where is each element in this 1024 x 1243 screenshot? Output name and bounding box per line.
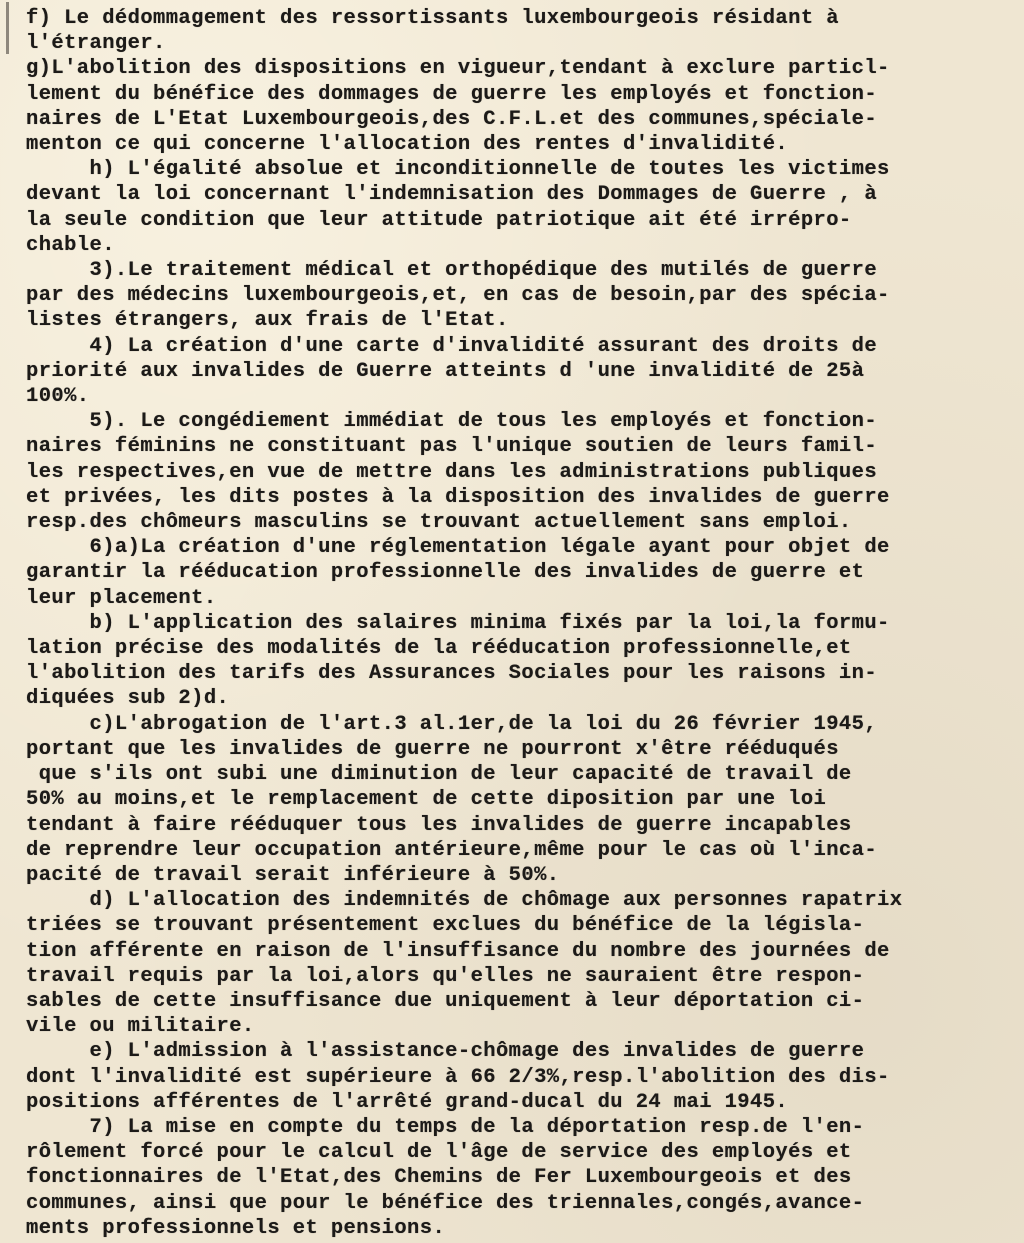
text-line: l'étranger. <box>26 32 166 56</box>
text-line: h) L'égalité absolue et inconditionnelle de toutes les victimes <box>26 158 890 182</box>
text-line: les respectives,en vue de mettre dans les administrations publiques <box>26 460 878 484</box>
text-line: e) L'admission à l'assistance-chômage des invalides de guerre <box>26 1040 865 1064</box>
text-line: tion afférente en raison de l'insuffisance du nombre des journées de <box>26 939 890 963</box>
text-line: 100%. <box>26 385 90 409</box>
text-line: g)L'abolition des dispositions en vigueur,tendant à exclure particl- <box>26 57 890 81</box>
text-line: rôlement forcé pour le calcul de l'âge de service des employés et <box>26 1141 852 1165</box>
text-line: lement du bénéfice des dommages de guerre les employés et fonction- <box>26 82 878 106</box>
text-line: dont l'invalidité est supérieure à 66 2/3%,resp.l'abolition des dis- <box>26 1065 890 1089</box>
text-line: naires de L'Etat Luxembourgeois,des C.F.L.et des communes,spéciale- <box>26 107 878 131</box>
text-line: 5). Le congédiement immédiat de tous les employés et fonction- <box>26 410 878 434</box>
text-line: resp.des chômeurs masculins se trouvant actuellement sans emploi. <box>26 511 852 535</box>
text-line: diquées sub 2)d. <box>26 687 230 711</box>
text-line: vile ou militaire. <box>26 1015 255 1039</box>
text-line: l'abolition des tarifs des Assurances Sociales pour les raisons in- <box>26 662 878 686</box>
text-line: ments professionnels et pensions. <box>26 1216 446 1240</box>
text-line: b) L'application des salaires minima fixés par la loi,la formu- <box>26 611 890 635</box>
text-line: c)L'abrogation de l'art.3 al.1er,de la loi du 26 février 1945, <box>26 712 878 736</box>
text-line: naires féminins ne constituant pas l'unique soutien de leurs famil- <box>26 435 878 459</box>
text-line: listes étrangers, aux frais de l'Etat. <box>26 309 509 333</box>
text-line: garantir la rééducation professionnelle des invalides de guerre et <box>26 561 865 585</box>
text-line: 7) La mise en compte du temps de la déportation resp.de l'en- <box>26 1115 865 1139</box>
text-line: communes, ainsi que pour le bénéfice des triennales,congés,avance- <box>26 1191 865 1215</box>
text-line: 50% au moins,et le remplacement de cette diposition par une loi <box>26 788 827 812</box>
text-line: f) Le dédommagement des ressortissants luxembourgeois résidant à <box>26 7 839 30</box>
text-line: par des médecins luxembourgeois,et, en cas de besoin,par des spécia- <box>26 284 890 308</box>
text-line: et privées, les dits postes à la disposition des invalides de guerre <box>26 485 890 509</box>
text-line: menton ce qui concerne l'allocation des rentes d'invalidité. <box>26 133 789 157</box>
text-line: chable. <box>26 233 115 257</box>
text-line: 4) La création d'une carte d'invalidité assurant des droits de <box>26 334 878 358</box>
text-line: tendant à faire rééduquer tous les invalides de guerre incapables <box>26 813 852 837</box>
text-line: 6)a)La création d'une réglementation légale ayant pour objet de <box>26 536 890 560</box>
text-line: triées se trouvant présentement exclues du bénéfice de la législa- <box>26 914 865 938</box>
text-line: pacité de travail serait inférieure à 50%. <box>26 863 560 887</box>
text-line: portant que les invalides de guerre ne pourront x'être rééduqués <box>26 737 839 761</box>
text-line: que s'ils ont subi une diminution de leur capacité de travail de <box>26 763 852 787</box>
text-line: lation précise des modalités de la rééducation professionnelle,et <box>26 637 852 661</box>
text-line: la seule condition que leur attitude patriotique ait été irrépro- <box>26 208 852 232</box>
margin-mark <box>6 2 9 54</box>
text-line: sables de cette insuffisance due uniquement à leur déportation ci- <box>26 989 865 1013</box>
text-line: priorité aux invalides de Guerre atteints d 'une invalidité de 25à <box>26 359 865 383</box>
text-line: positions afférentes de l'arrêté grand-ducal du 24 mai 1945. <box>26 1090 789 1114</box>
text-line: d) L'allocation des indemnités de chômage aux personnes rapatrix <box>26 889 903 913</box>
text-line: leur placement. <box>26 586 217 610</box>
text-line: devant la loi concernant l'indemnisation des Dommages de Guerre , à <box>26 183 878 207</box>
typed-text-body <box>26 6 1014 1241</box>
text-line: 3).Le traitement médical et orthopédique des mutilés de guerre <box>26 259 878 283</box>
text-line: fonctionnaires de l'Etat,des Chemins de Fer Luxembourgeois et des <box>26 1166 852 1190</box>
text-line: travail requis par la loi,alors qu'elles ne sauraient être respon- <box>26 964 865 988</box>
text-line: de reprendre leur occupation antérieure,même pour le cas où l'inca- <box>26 838 878 862</box>
